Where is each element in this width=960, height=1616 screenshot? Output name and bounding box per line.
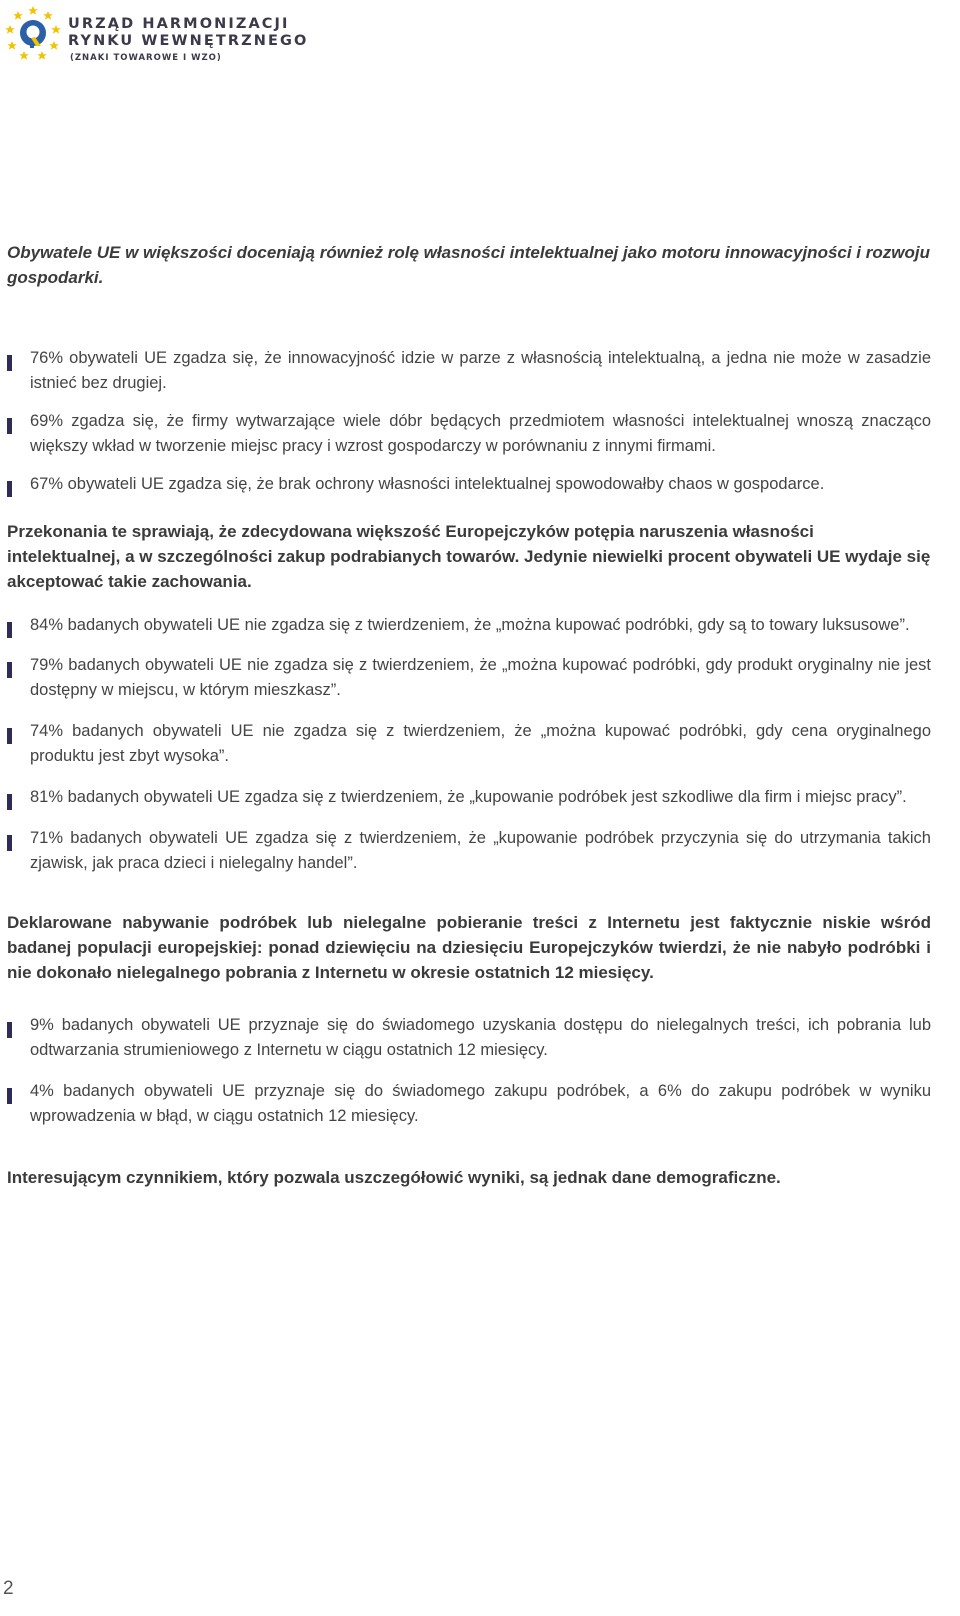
- bullet-marker: [7, 728, 12, 744]
- page-number: 2: [3, 1578, 14, 1599]
- document-body: [7, 240, 931, 1190]
- organization-name: [68, 16, 308, 63]
- bullet-item: [7, 653, 931, 703]
- bullet-marker: [7, 622, 12, 638]
- section-2-bullets: [7, 613, 931, 876]
- section-1-bullets: [7, 346, 931, 497]
- bullet-item: [7, 785, 931, 810]
- organization-name-line1: URZĄD HARMONIZACJI: [68, 16, 290, 32]
- organization-name-line2: RYNKU WEWNĘTRZNEGO: [68, 33, 309, 49]
- bullet-item: [7, 346, 931, 396]
- bullet-text: 76% obywateli UE zgadza się, że innowacyjność idzie w parze z własnością intelektualną, a jedna nie może w zasadzie istnieć bez drugiej.: [30, 349, 931, 392]
- section-1-intro: Obywatele UE w większości doceniają również rolę własności intelektualnej jako motoru innowacyjności i rozwoju gospodarki.: [7, 243, 930, 287]
- bullet-text: 69% zgadza się, że firmy wytwarzające wiele dóbr będących przedmiotem własności intelektualnej wnoszą znacząco większy wkład w tworzenie miejsc pracy i wzrost gospodarczy w porównaniu z innymi firmami.: [30, 412, 931, 455]
- bullet-marker: [7, 481, 12, 497]
- bullet-marker: [7, 662, 12, 678]
- bullet-text: 9% badanych obywateli UE przyznaje się do świadomego uzyskania dostępu do nielegalnych treści, ich pobrania lub odtwarzania strumieniowego z Internetu w ciągu ostatnich 12 miesięcy.: [30, 1016, 931, 1059]
- section-3-intro: Deklarowane nabywanie podróbek lub nielegalne pobieranie treści z Internetu jest faktycznie niskie wśród badanej populacji europejskiej: ponad dziewięciu na dziesięciu Europejczyków twierdzi, że nie nabyło podróbki i nie dokonało nielegalnego pobrania z Internetu w okresie ostatnich 12 miesięcy.: [7, 913, 931, 982]
- ohim-logo-icon: [4, 4, 62, 62]
- bullet-item: [7, 1013, 931, 1063]
- bullet-text: 74% badanych obywateli UE nie zgadza się z twierdzeniem, że „można kupować podróbki, gdy cena oryginalnego produktu jest zbyt wysoka”.: [30, 722, 931, 765]
- bullet-text: 84% badanych obywateli UE nie zgadza się z twierdzeniem, że „można kupować podróbki, gdy są to towary luksusowe”.: [30, 616, 910, 634]
- bullet-text: 67% obywateli UE zgadza się, że brak ochrony własności intelektualnej spowodowałby chaos w gospodarce.: [30, 475, 825, 493]
- bullet-item: [7, 613, 931, 638]
- section-3-bullets: [7, 1013, 931, 1129]
- bullet-marker: [7, 835, 12, 851]
- bullet-item: [7, 409, 931, 459]
- bullet-text: 4% badanych obywateli UE przyznaje się do świadomego zakupu podróbek, a 6% do zakupu podróbek w wyniku wprowadzenia w błąd, w ciągu ostatnich 12 miesięcy.: [30, 1082, 931, 1125]
- bullet-item: [7, 826, 931, 876]
- bullet-item: [7, 719, 931, 769]
- bullet-text: 81% badanych obywateli UE zgadza się z twierdzeniem, że „kupowanie podróbek jest szkodliwe dla firm i miejsc pracy”.: [30, 788, 907, 806]
- bullet-text: 71% badanych obywateli UE zgadza się z twierdzeniem, że „kupowanie podróbek przyczynia się do utrzymania takich zjawisk, jak praca dzieci i nielegalny handel”.: [30, 829, 931, 872]
- section-2-intro: Przekonania te sprawiają, że zdecydowana większość Europejczyków potępia naruszenia własności intelektualnej, a w szczególności zakup podrabianych towarów. Jedynie niewielki procent obywateli UE wydaje się akceptować takie zachowania.: [7, 522, 931, 591]
- bullet-text: 79% badanych obywateli UE nie zgadza się z twierdzeniem, że „można kupować podróbki, gdy produkt oryginalny nie jest dostępny w miejscu, w którym mieszkasz”.: [30, 656, 931, 699]
- bullet-marker: [7, 1022, 12, 1038]
- organization-subtitle: (ZNAKI TOWAROWE I WZO): [70, 53, 222, 63]
- closing-statement: Interesującym czynnikiem, który pozwala uszczegółowić wyniki, są jednak dane demograficzne.: [7, 1168, 781, 1187]
- header: [4, 4, 308, 63]
- bullet-item: [7, 1079, 931, 1129]
- bullet-marker: [7, 1088, 12, 1104]
- bullet-marker: [7, 418, 12, 434]
- bullet-item: [7, 472, 931, 497]
- bullet-marker: [7, 355, 12, 371]
- bullet-marker: [7, 794, 12, 810]
